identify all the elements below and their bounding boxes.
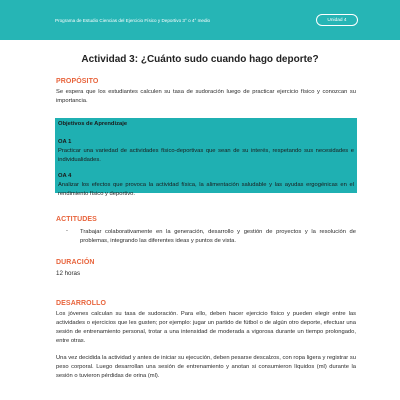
unit-badge: Unidad 4 [316, 14, 358, 26]
desarrollo-heading: DESARROLLO [56, 300, 106, 307]
oa1-code: OA 1 [58, 139, 72, 145]
oa4-text: Analizar los efectos que provoca la actividad física, la alimentación saludable y las ayudas ergogénicas en el rendimiento físico y deportivo. [58, 182, 354, 197]
duracion-value: 12 horas [56, 270, 81, 277]
activity-title: Actividad 3: ¿Cuánto sudo cuando hago deporte? [81, 54, 319, 65]
oa1-text: Practicar una variedad de actividades físico-deportivas que sean de su interés, respetando sus necesidades e individualidades. [58, 148, 354, 163]
desarrollo-paragraph-2: Una vez decidida la actividad y antes de iniciar su ejecución, deben pesarse descalzos, con ropa ligera y registrar su peso corporal. Luego desarrollan una sesión de entrenamiento y anotan si consumieron líquidos (ml) durante la sesión o tuvieron pérdidas de orina (ml). [56, 355, 356, 379]
actitudes-heading: ACTITUDES [56, 216, 97, 223]
actitudes-bullet: - [66, 228, 68, 234]
oa4-code: OA 4 [58, 173, 72, 179]
proposito-heading: PROPÓSITO [56, 78, 99, 85]
proposito-text: Se espera que los estudiantes calculen su tasa de sudoración luego de practicar ejercicio físico y conozcan su importancia. [56, 89, 356, 104]
actitudes-text: Trabajar colaborativamente en la generación, desarrollo y gestión de proyectos y la resolución de problemas, integrando las diferentes ideas y puntos de vista. [80, 229, 356, 244]
program-name: Programa de Estudio Ciencias del Ejercicio Físico y Deportivo 3° o 4° medio [55, 18, 211, 23]
desarrollo-paragraph-1: Los jóvenes calculan su tasa de sudoración. Para ello, deben hacer ejercicio físico y pueden elegir entre las actividades o ejercicios que les gusten; por ejemplo: jugar un partido de fútbol o de algún otro deporte, efectuar una sesión de entrenamiento personal, trotar a una intensidad de moderada a vigorosa durante un tiempo prolongado, entre otras. [56, 311, 356, 344]
objetivos-header: Objetivos de Aprendizaje [58, 121, 128, 127]
duracion-heading: DURACIÓN [56, 259, 95, 266]
